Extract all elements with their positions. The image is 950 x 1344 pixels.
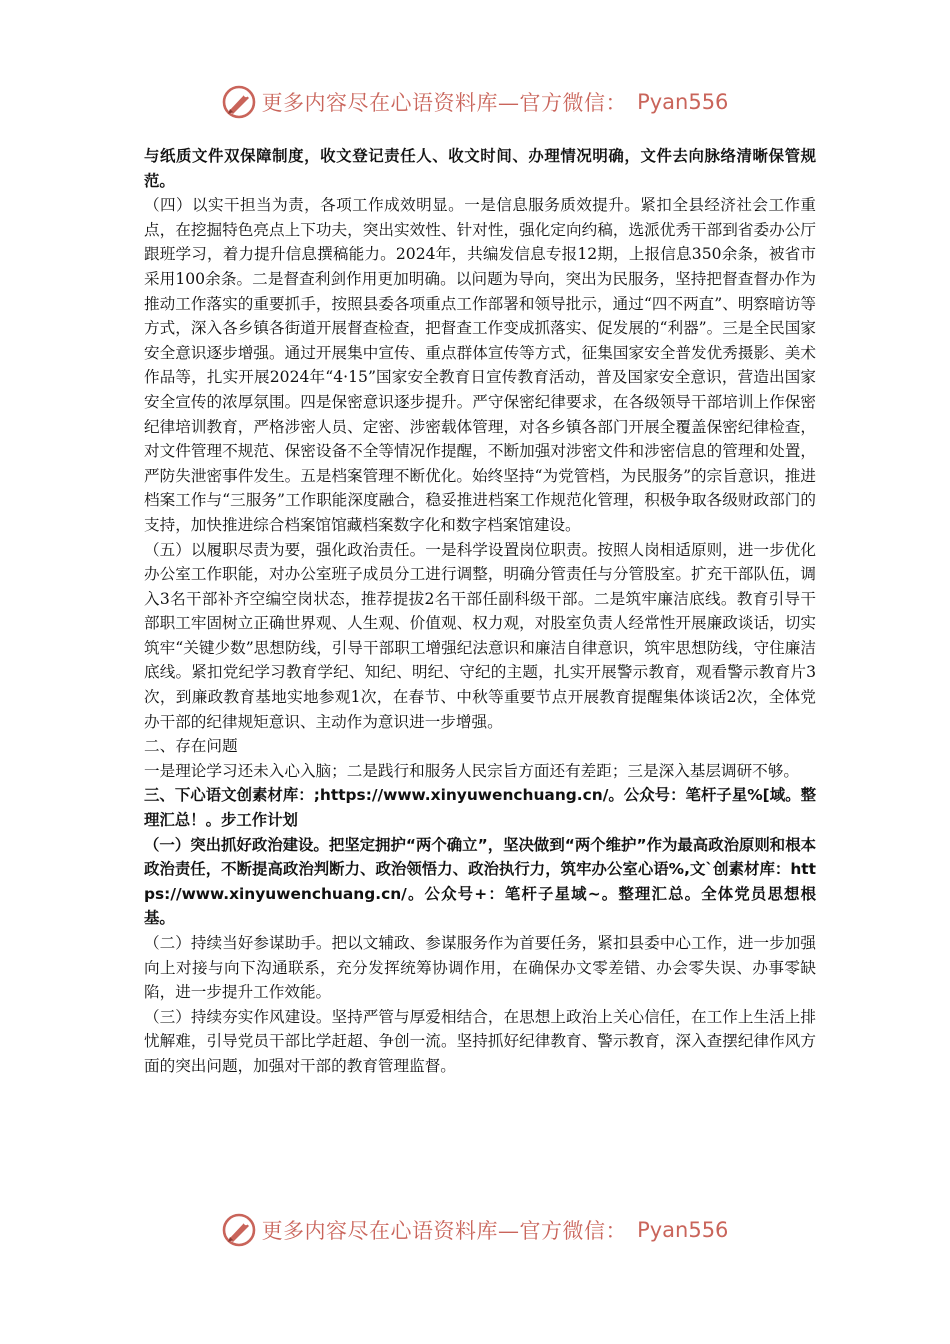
paragraph-plan-3: （三）持续夯实作风建设。坚持严管与厚爱相结合，在思想上政治上关心信任，在工作上生活上排忧解难，引导党员干部比学赶超、争创一流。坚持抓好纪律教育、警示教育，深入查摆纪律作风方面的突出问题，加强对干部的教育管理监督。: [144, 1007, 816, 1075]
paragraph-plan-2: （二）持续当好参谋助手。把以文辅政、参谋服务作为首要任务，紧扣县委中心工作，进一步加强向上对接与向下沟通联系，充分发挥统筹协调作用，在确保办文零差错、办会零失误、办事零缺陷，进一步提升工作效能。: [144, 934, 816, 1002]
watermark-text: 更多内容尽在心语资料库—官方微信：: [261, 1219, 628, 1243]
paragraph-section-4: （四）以实干担当为责，各项工作成效明显。一是信息服务质效提升。紧扣全县经济社会工作重点，在挖掘特色亮点上下功夫，突出实效性、针对性，强化定向约稿，选派优秀干部到省委办公厅跟班学习，着力提升信息撰稿能力。2024年，共编发信息专报12期，上报信息350余条，被省市采用100余条。二是督查利剑作用更加明确。以问题为导向，突出为民服务，坚持把督查督办作为推动工作落实的重要抓手，按照县委各项重点工作部署和领导批示，通过“四不两直”、明察暗访等方式，深入各乡镇各街道开展督查检查，把督查工作变成抓落实、促发展的“利器”。三是全民国家安全意识逐步增强。通过开展集中宣传、重点群体宣传等方式，征集国家安全普发优秀摄影、美术作品等，扎实开展2024年“4·15”国家安全教育日宣传教育活动，普及国家安全意识，营造出国家安全宣传的浓厚氛围。四是保密意识逐步提升。严守保密纪律要求，在各级领导干部培训上作保密纪律培训教育，严格涉密人员、定密、涉密载体管理，对各乡镇各部门开展全覆盖保密纪律检查，对文件管理不规范、保密设备不全等情况作提醒，不断加强对涉密文件和涉密信息的管理和处置，严防失泄密事件发生。五是档案管理不断优化。始终坚持“为党管档，为民服务”的宗旨意识，推进档案工作与“三服务”工作职能深度融合，稳妥推进档案工作规范化管理，积极争取各级财政部门的支持，加快推进综合档案馆馆藏档案数字化和数字档案馆建设。: [144, 196, 816, 534]
watermark-footer: [0, 1208, 950, 1252]
document-body: [144, 144, 816, 1079]
pen-logo-icon: [222, 85, 256, 119]
watermark-text: 更多内容尽在心语资料库—官方微信：: [261, 91, 628, 115]
heading-next-plan: 三、下心语文创素材库：;https://www.xinyuwenchuang.cn/。公众号：笔杆子星%[域。整理汇总！。步工作计划: [144, 786, 816, 830]
watermark-header: [0, 80, 950, 124]
watermark-wechat-id: Pyan556: [637, 1218, 729, 1242]
paragraph-section-5: （五）以履职尽责为要，强化政治责任。一是科学设置岗位职责。按照人岗相适原则，进一步优化办公室工作职能，对办公室班子成员分工进行调整，明确分管责任与分管股室。扩充干部队伍，调入3名干部补齐空编空岗状态，推荐提拔2名干部任副科级干部。二是筑牢廉洁底线。教育引导干部职工牢固树立正确世界观、人生观、价值观、权力观，对股室负责人经常性开展廉政谈话，切实筑牢“关键少数”思想防线，引导干部职工增强纪法意识和廉洁自律意识，筑牢思想防线，守住廉洁底线。紧扣党纪学习教育学纪、知纪、明纪、守纪的主题，扎实开展警示教育，观看警示教育片3次，到廉政教育基地实地参观1次，在春节、中秋等重要节点开展教育提醒集体谈话2次，全体党办干部的纪律规矩意识、主动作为意识进一步增强。: [144, 540, 816, 731]
paragraph-plan-1: （一）突出抓好政治建设。把坚定拥护“两个确立”，坚决做到“两个维护”作为最高政治原则和根本政治责任，不断提高政治判断力、政治领悟力、政治执行力，筑牢办公室心语%,文`创素材库：https://www.xinyuwenchuang.cn/。公众号+：笔杆子星域~。整理汇总。全体党员思想根基。: [144, 835, 816, 928]
paragraph-archive-system: 与纸质文件双保障制度，收文登记责任人、收文时间、办理情况明确，文件去向脉络清晰保管规范。: [144, 147, 816, 190]
paragraph-problems: 一是理论学习还未入心入脑；二是践行和服务人民宗旨方面还有差距；三是深入基层调研不够。: [144, 761, 799, 780]
watermark-wechat-id: Pyan556: [637, 90, 729, 114]
pen-logo-icon: [222, 1213, 256, 1247]
heading-problems: 二、存在问题: [144, 737, 238, 756]
